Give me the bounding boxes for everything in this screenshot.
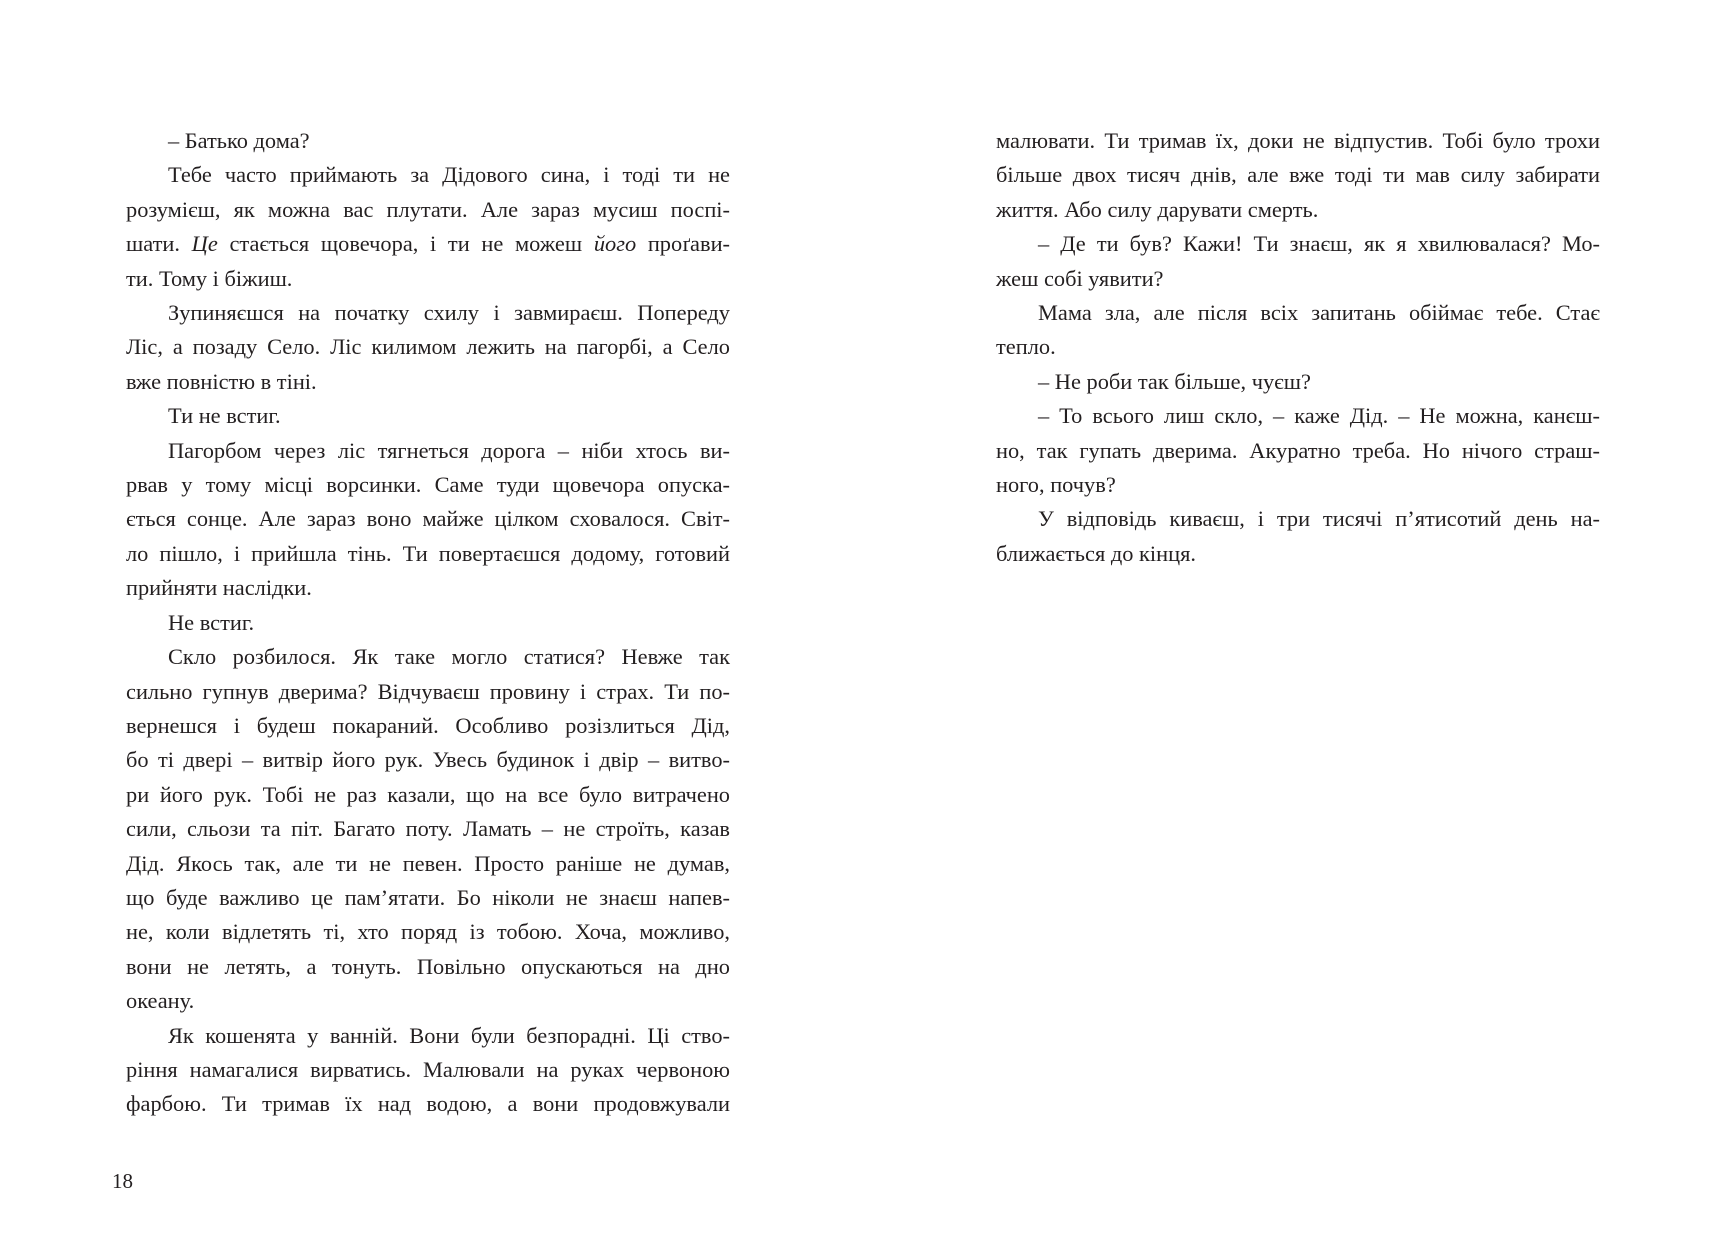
paragraph bbox=[126, 124, 730, 158]
text-line: океану. bbox=[126, 988, 195, 1014]
text-line: рвав у тому місці ворсинки. Саме туди щовечора опуска- bbox=[126, 472, 730, 498]
right-page-text bbox=[996, 124, 1600, 571]
text-line: прийняти наслідки. bbox=[126, 575, 312, 601]
text-line: ри його рук. Тобі не раз казали, що на все було витрачено bbox=[126, 781, 730, 807]
paragraph bbox=[126, 1019, 730, 1122]
text-line: ріння намагалися вирватись. Малювали на руках червоною bbox=[126, 1056, 730, 1082]
paragraph bbox=[126, 606, 730, 640]
text-line: ти. Тому і біжиш. bbox=[126, 265, 293, 291]
paragraph bbox=[126, 434, 730, 606]
line-fragment: стається щовечора, і ти не можеш bbox=[229, 231, 583, 257]
paragraph bbox=[996, 227, 1600, 296]
paragraph bbox=[996, 296, 1600, 365]
left-page bbox=[0, 0, 856, 1258]
paragraph bbox=[996, 502, 1600, 571]
text-line: но, так гупать дверима. Акуратно треба. Но нічого страш- bbox=[996, 437, 1600, 463]
text-line: ється сонце. Але зараз воно майже цілком сховалося. Світ- bbox=[126, 506, 730, 532]
paragraph bbox=[126, 296, 730, 399]
text-line: більше двох тисяч днів, але вже тоді ти мав силу забирати bbox=[996, 162, 1600, 188]
paragraph bbox=[996, 365, 1600, 399]
text-line: – Не роби так більше, чуєш? bbox=[1038, 368, 1311, 394]
left-page-text bbox=[126, 124, 730, 1122]
paragraph bbox=[996, 399, 1600, 502]
text-line: Як кошенята у ванній. Вони були безпорадні. Ці ство- bbox=[168, 1022, 730, 1048]
text-line: Тебе часто приймають за Дідового сина, і тоді ти не bbox=[168, 162, 730, 188]
text-line: розумієш, як можна вас плутати. Але зараз мусиш поспі- bbox=[126, 196, 730, 222]
text-line: Дід. Якось так, але ти не певен. Просто раніше не думав, bbox=[126, 850, 730, 876]
text-line: ближається до кінця. bbox=[996, 540, 1196, 566]
text-line: вже повністю в тіні. bbox=[126, 368, 317, 394]
text-line: – Де ти був? Кажи! Ти знаєш, як я хвилювалася? Мо- bbox=[1038, 231, 1600, 257]
text-line: Не встиг. bbox=[168, 609, 255, 635]
text-line: Зупиняєшся на початку схилу і завмираєш. Попереду bbox=[168, 300, 730, 326]
text-line: ло пішло, і прийшла тінь. Ти повертаєшся додому, готовий bbox=[126, 540, 730, 566]
text-line: Мама зла, але після всіх запитань обіймає тебе. Стає bbox=[1038, 300, 1600, 326]
paragraph bbox=[126, 399, 730, 433]
italic-word: Це bbox=[191, 231, 218, 257]
text-line: фарбою. Ти тримав їх над водою, а вони продовжували bbox=[126, 1091, 730, 1117]
text-line bbox=[126, 227, 730, 261]
page-number: 18 bbox=[112, 1169, 133, 1193]
right-page bbox=[856, 0, 1713, 1258]
paragraph bbox=[126, 640, 730, 1018]
text-line: малювати. Ти тримав їх, доки не відпустив. Тобі було трохи bbox=[996, 128, 1600, 153]
line-fragment: проґави- bbox=[647, 231, 731, 257]
text-line: не, коли відлетять ті, хто поряд із тобою. Хоча, можливо, bbox=[126, 919, 730, 945]
text-line: – Батько дома? bbox=[168, 128, 310, 153]
text-line: Ти не встиг. bbox=[168, 403, 281, 429]
text-line: У відповідь киваєш, і три тисячі п’ятисотий день на- bbox=[1038, 506, 1600, 532]
text-line: ного, почув? bbox=[996, 472, 1116, 498]
text-line: жеш собі уявити? bbox=[996, 265, 1164, 291]
text-line: сили, сльози та піт. Багато поту. Ламать – не строїть, казав bbox=[126, 816, 730, 842]
text-line: життя. Або силу дарувати смерть. bbox=[996, 196, 1319, 222]
text-line: що буде важливо це пам’ятати. Бо ніколи не знаєш напев- bbox=[126, 884, 730, 910]
italic-word: його bbox=[593, 231, 637, 257]
line-fragment: шати. bbox=[126, 231, 180, 257]
text-line: Скло розбилося. Як таке могло статися? Невже так bbox=[168, 644, 730, 670]
paragraph bbox=[996, 124, 1600, 227]
text-line: вони не летять, а тонуть. Повільно опускаються на дно bbox=[126, 953, 730, 979]
text-line: вернешся і будеш покараний. Особливо розізлиться Дід, bbox=[126, 712, 730, 738]
paragraph bbox=[126, 158, 730, 296]
text-line: – То всього лиш скло, – каже Дід. – Не можна, канєш- bbox=[1038, 403, 1600, 429]
text-line: Ліс, а позаду Село. Ліс килимом лежить на пагорбі, а Село bbox=[126, 334, 730, 360]
text-line: Пагорбом через ліс тягнеться дорога – ніби хтось ви- bbox=[168, 437, 730, 463]
text-line: тепло. bbox=[996, 334, 1056, 360]
text-line: сильно гупнув дверима? Відчуваєш провину і страх. Ти по- bbox=[126, 678, 730, 704]
text-line: бо ті двері – витвір його рук. Увесь будинок і двір – витво- bbox=[126, 747, 730, 773]
